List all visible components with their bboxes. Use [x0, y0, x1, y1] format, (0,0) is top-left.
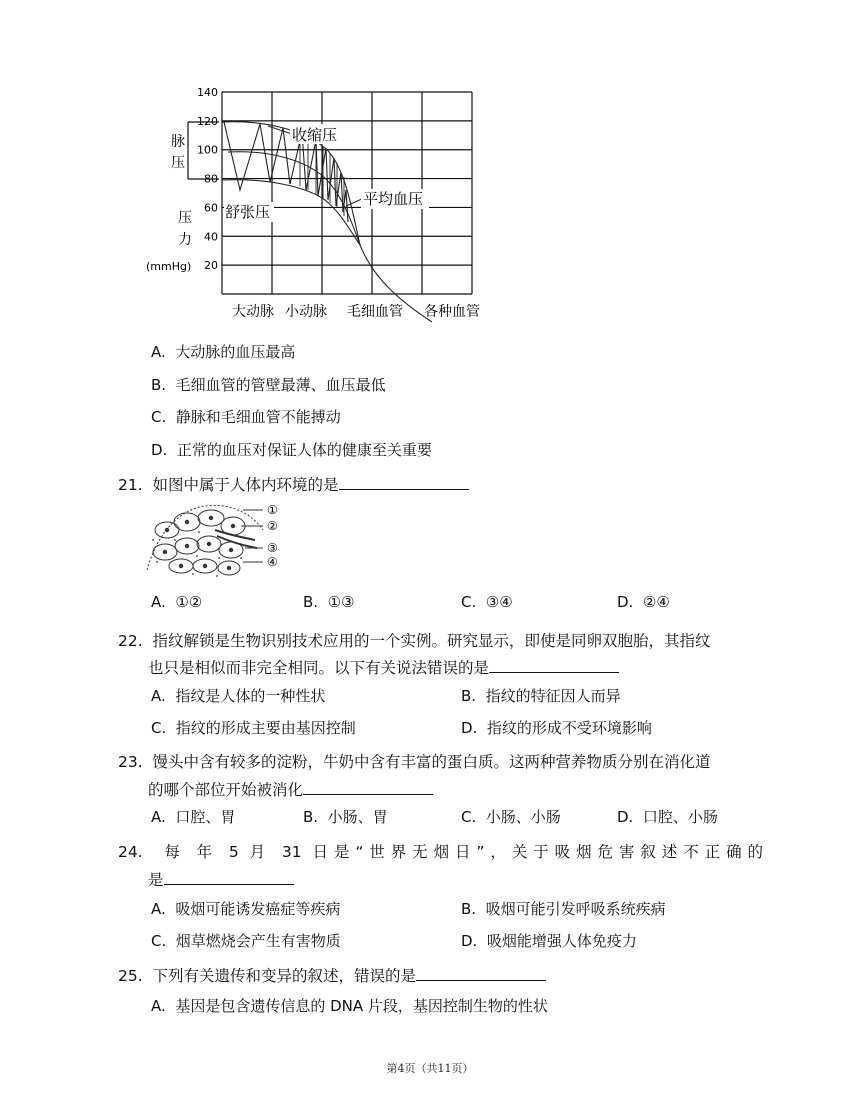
systolic-label: 收缩压: [292, 126, 338, 144]
mean-pressure-label: 平均血压: [363, 190, 424, 208]
q21-option-a[interactable]: A. ①②: [151, 593, 203, 611]
pulse-bracket-label-1: 脉: [171, 134, 185, 150]
x-category-label: 小动脉: [285, 304, 327, 320]
y-tick-label: 80: [204, 172, 218, 186]
q23-option-b[interactable]: B. 小肠、胃: [303, 808, 388, 826]
q22-stem-line-1: 22. 指纹解锁是生物识别技术应用的一个实例。研究显示，即使是同卵双胞胎，其指纹: [118, 632, 711, 650]
y-tick-label: 140: [197, 86, 218, 99]
q22-option-c[interactable]: C. 指纹的形成主要由基因控制: [151, 719, 356, 737]
q24-option-c[interactable]: C. 烟草燃烧会产生有害物质: [151, 932, 341, 950]
q23-option-d[interactable]: D. 口腔、小肠: [617, 808, 718, 826]
q20-option-b[interactable]: B. 毛细血管的管壁最薄、血压最低: [151, 376, 386, 394]
chart-grid: [222, 92, 472, 294]
blood-pressure-chart: [0, 0, 860, 330]
q25-option-a[interactable]: A. 基因是包含遗传信息的 DNA 片段，基因控制生物的性状: [151, 997, 548, 1015]
answer-blank[interactable]: [416, 964, 546, 981]
y-title-line-1: 压: [178, 210, 192, 226]
x-category-labels: [232, 303, 480, 320]
q23-stem-line-1: 23. 馒头中含有较多的淀粉，牛奶中含有丰富的蛋白质。这两种营养物质分别在消化道: [118, 753, 711, 771]
q25-stem: 25. 下列有关遗传和变异的叙述，错误的是: [118, 964, 546, 986]
y-title-line-3: (mmHg): [146, 260, 192, 273]
q24-option-a[interactable]: A. 吸烟可能诱发癌症等疾病: [151, 900, 341, 918]
pulse-bracket-label-2: 压: [171, 155, 185, 171]
figure-label-3: ③: [267, 541, 278, 555]
y-tick-label: 60: [204, 201, 218, 215]
y-tick-label: 40: [204, 230, 218, 244]
answer-blank[interactable]: [489, 656, 619, 673]
figure-label-2: ②: [267, 519, 278, 533]
figure-label-1: ①: [267, 503, 278, 517]
y-tick-label: 100: [197, 143, 218, 157]
y-title-line-2: 力: [178, 232, 192, 248]
q21-option-c[interactable]: C. ③④: [461, 593, 513, 611]
q24-stem-line-1: 24. 每 年 5 月 31 日是“世界无烟日”，关于吸烟危害叙述不正确的: [118, 843, 763, 861]
q22-stem-line-2: 也只是相似而非完全相同。以下有关说法错误的是: [148, 656, 619, 678]
q22-option-b[interactable]: B. 指纹的特征因人而异: [461, 687, 621, 705]
q22-option-d[interactable]: D. 指纹的形成不受环境影响: [461, 719, 652, 737]
x-category-label: 各种血管: [424, 304, 480, 320]
diastolic-label: 舒张压: [225, 203, 271, 221]
q21-option-d[interactable]: D. ②④: [617, 593, 670, 611]
tissue-cell-figure: [145, 500, 295, 580]
x-category-label: 毛细血管: [347, 304, 403, 320]
q24-stem-line-2: 是: [148, 868, 294, 890]
x-category-label: 大动脉: [232, 304, 274, 320]
figure-label-4: ④: [267, 555, 278, 569]
q22-option-a[interactable]: A. 指纹是人体的一种性状: [151, 687, 326, 705]
q21-option-b[interactable]: B. ①③: [303, 593, 355, 611]
page-footer: 第4页（共11页）: [386, 1062, 474, 1075]
y-tick-label: 20: [204, 259, 218, 273]
q20-option-a[interactable]: A. 大动脉的血压最高: [151, 343, 296, 361]
q23-option-a[interactable]: A. 口腔、胃: [151, 808, 236, 826]
y-tick-label: 120: [197, 114, 218, 128]
q24-option-b[interactable]: B. 吸烟可能引发呼吸系统疾病: [461, 900, 666, 918]
q23-option-c[interactable]: C. 小肠、小肠: [461, 808, 561, 826]
answer-blank[interactable]: [164, 868, 294, 885]
q23-stem-line-2: 的哪个部位开始被消化: [148, 778, 433, 800]
q20-option-d[interactable]: D. 正常的血压对保证人体的健康至关重要: [151, 441, 432, 459]
q20-option-c[interactable]: C. 静脉和毛细血管不能搏动: [151, 408, 341, 426]
q24-option-d[interactable]: D. 吸烟能增强人体免疫力: [461, 932, 637, 950]
answer-blank[interactable]: [303, 778, 433, 795]
q21-stem: 21. 如图中属于人体内环境的是: [118, 473, 469, 495]
answer-blank[interactable]: [339, 473, 469, 490]
